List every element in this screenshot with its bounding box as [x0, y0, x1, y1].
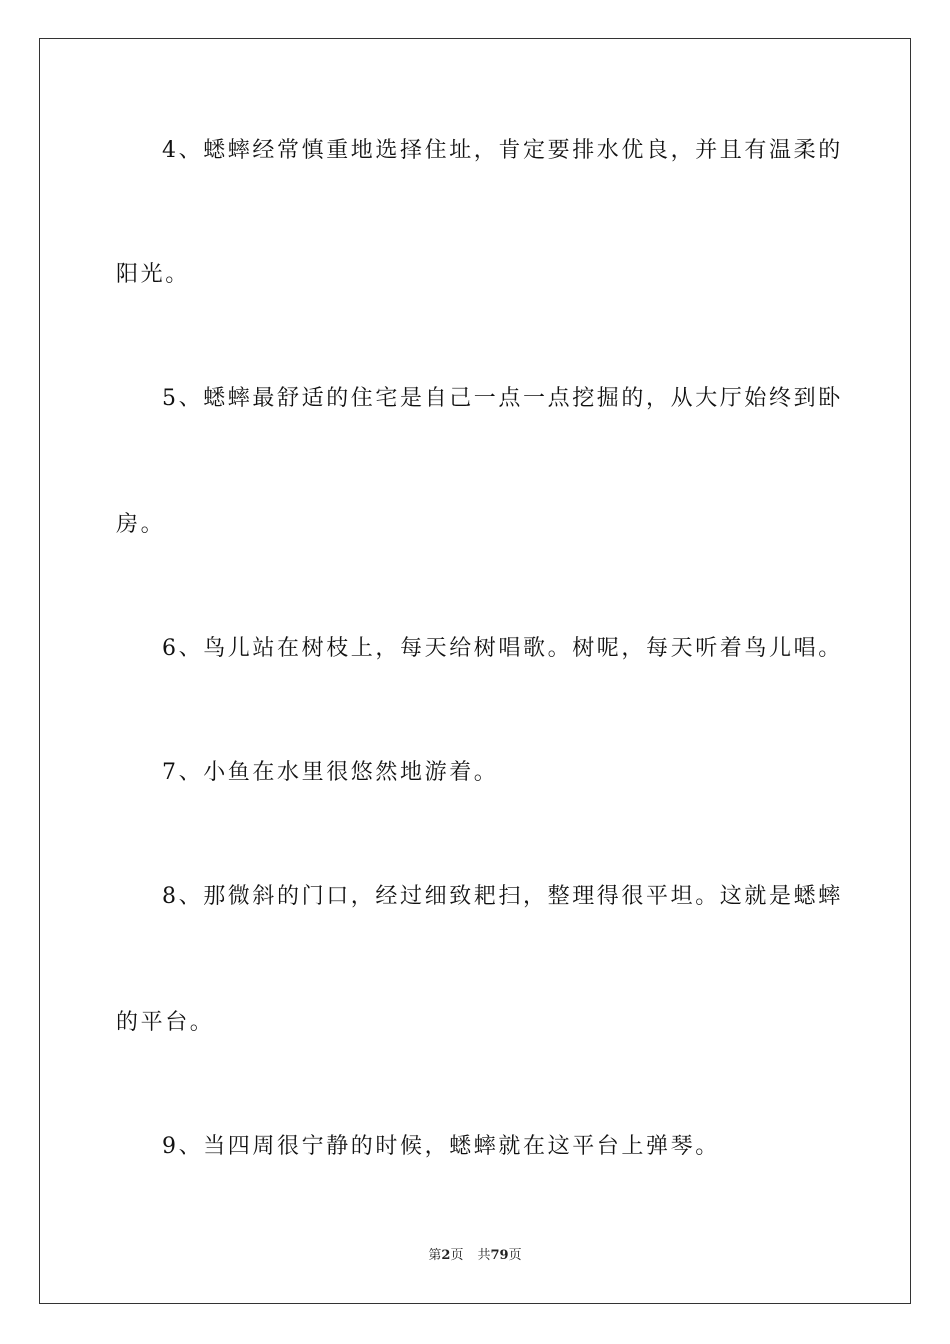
paragraph-5-line-2: 房。 — [116, 512, 166, 537]
paragraph-8-line-2: 的平台。 — [116, 1010, 215, 1035]
page-number: 2 — [441, 1248, 451, 1263]
paragraph-6-line-1: 6、鸟儿站在树枝上，每天给树唱歌。树呢，每天听着鸟儿唱。 — [162, 636, 843, 661]
page-suffix: 页 — [450, 1248, 464, 1263]
page-prefix: 第 — [428, 1248, 442, 1263]
total-pages: 79 — [490, 1248, 509, 1263]
paragraph-4-line-2: 阳光。 — [116, 262, 190, 287]
page-border — [39, 38, 911, 1304]
paragraph-4-line-1: 4、蟋蟀经常慎重地选择住址，肯定要排水优良，并且有温柔的 — [162, 138, 843, 163]
page-footer — [0, 1248, 950, 1264]
total-suffix: 页 — [508, 1248, 522, 1263]
paragraph-8-line-1: 8、那微斜的门口，经过细致耙扫，整理得很平坦。这就是蟋蟀 — [162, 884, 843, 909]
paragraph-9-line-1: 9、当四周很宁静的时候，蟋蟀就在这平台上弹琴。 — [162, 1134, 720, 1159]
paragraph-7-line-1: 7、小鱼在水里很悠然地游着。 — [162, 760, 499, 785]
total-prefix: 共 — [477, 1248, 491, 1263]
paragraph-5-line-1: 5、蟋蟀最舒适的住宅是自己一点一点挖掘的，从大厅始终到卧 — [162, 386, 843, 411]
